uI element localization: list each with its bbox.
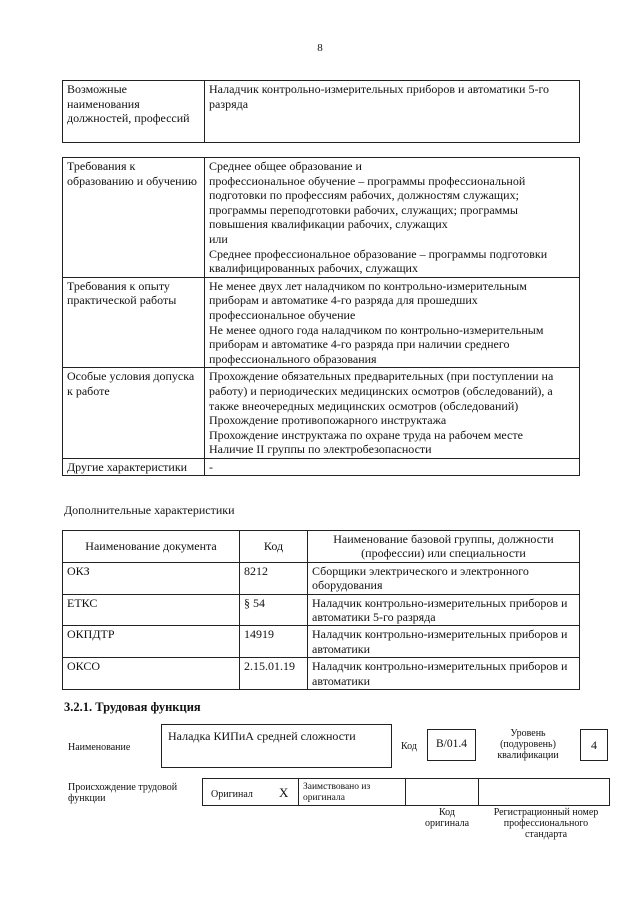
row-doc: ОКПДТР bbox=[63, 626, 240, 658]
additional-title: Дополнительные характеристики bbox=[64, 503, 235, 517]
section-title: 3.2.1. Трудовая функция bbox=[64, 700, 201, 714]
requirements-row-education bbox=[63, 158, 580, 278]
requirement-line: приборам и автоматике 4-го разряда при наличии среднего bbox=[209, 337, 510, 352]
requirement-line: Среднее профессиональное образование – программы подготовки bbox=[209, 246, 548, 261]
row-doc: ОКЗ bbox=[63, 562, 240, 594]
row-doc: ОКСО bbox=[63, 658, 240, 690]
requirement-line: подготовки по профессиям рабочих, должностям служащих; bbox=[209, 188, 519, 203]
requirement-line: или bbox=[209, 231, 228, 246]
requirement-label: Особые условия допуска к работе bbox=[63, 368, 205, 459]
origin-row bbox=[202, 778, 610, 806]
additional-header-row bbox=[63, 531, 580, 563]
row-code: 8212 bbox=[240, 562, 308, 594]
requirement-line: программы переподготовки рабочих, служащих; программы bbox=[209, 202, 518, 217]
job-titles-label: Возможные наименования должностей, профессий bbox=[63, 81, 205, 143]
code-label: Код bbox=[401, 741, 417, 752]
requirement-line: профессиональное обучение – программы профессиональной bbox=[209, 173, 526, 188]
job-titles-row bbox=[63, 81, 580, 143]
table-row bbox=[63, 658, 580, 690]
table-row bbox=[63, 594, 580, 626]
row-doc: ЕТКС bbox=[63, 594, 240, 626]
requirement-line: Прохождение обязательных предварительных (при поступлении на bbox=[209, 369, 554, 384]
requirement-line: Прохождение инструктажа по охране труда на рабочем месте bbox=[209, 427, 523, 442]
requirement-line: Не менее двух лет наладчиком по контрольно-измерительным bbox=[209, 278, 527, 293]
requirement-label: Другие характеристики bbox=[63, 458, 205, 476]
row-code: § 54 bbox=[240, 594, 308, 626]
requirement-line: Не менее одного года наладчиком по контрольно-измерительным bbox=[209, 322, 544, 337]
requirement-value bbox=[205, 458, 580, 476]
code-value: B/01.4 bbox=[436, 738, 467, 750]
origin-label: Происхождение трудовой функции bbox=[68, 782, 178, 804]
requirement-label: Требования к опыту практической работы bbox=[63, 277, 205, 368]
requirement-line: повышения квалификации рабочих, служащих bbox=[209, 217, 448, 232]
requirements-row-experience bbox=[63, 277, 580, 368]
name-label: Наименование bbox=[68, 742, 131, 753]
reg-number-label: Регистрационный номер профессионального стандарта bbox=[493, 807, 599, 840]
level-label: Уровень (подуровень) квалификации bbox=[497, 728, 559, 761]
code-value-box bbox=[427, 729, 476, 761]
requirement-label: Требования к образованию и обучению bbox=[63, 158, 205, 278]
origin-divider bbox=[478, 779, 479, 805]
requirements-row-conditions bbox=[63, 368, 580, 459]
level-value: 4 bbox=[591, 738, 597, 752]
requirement-line: квалифицированных рабочих, служащих bbox=[209, 261, 418, 276]
requirement-line: Среднее общее образование и bbox=[209, 159, 362, 173]
code-original-label: Код оригинала bbox=[424, 807, 470, 829]
requirement-line: работу) и периодических медицинских осмотров (обследований), а bbox=[209, 383, 553, 398]
name-value-box bbox=[161, 724, 392, 768]
requirement-line: приборам и автоматике 4-го разряда для прошедших bbox=[209, 293, 478, 308]
page-number: 8 bbox=[317, 42, 323, 54]
borrowed-label: Заимствовано из оригинала bbox=[303, 782, 371, 803]
original-label: Оригинал bbox=[211, 789, 253, 800]
row-name: Наладчик контрольно-измерительных приборов и автоматики bbox=[308, 658, 580, 690]
requirement-value bbox=[205, 277, 580, 368]
origin-divider bbox=[405, 779, 406, 805]
requirement-line: профессиональное обучение bbox=[209, 307, 356, 322]
row-name: Наладчик контрольно-измерительных приборов и автоматики bbox=[308, 626, 580, 658]
job-titles-table bbox=[62, 80, 580, 143]
row-code: 2.15.01.19 bbox=[240, 658, 308, 690]
name-value: Наладка КИПиА средней сложности bbox=[168, 729, 356, 743]
requirement-value bbox=[205, 158, 580, 278]
origin-divider bbox=[298, 779, 299, 805]
table-row bbox=[63, 626, 580, 658]
header-name: Наименование базовой группы, должности (профессии) или специальности bbox=[308, 531, 580, 563]
requirement-line: профессионального образования bbox=[209, 351, 377, 366]
requirements-table bbox=[62, 157, 580, 476]
job-titles-value: Наладчик контрольно-измерительных приборов и автоматики 5-го разряда bbox=[205, 81, 580, 143]
requirement-line: - bbox=[209, 459, 213, 474]
table-row bbox=[63, 562, 580, 594]
level-value-box bbox=[580, 729, 608, 761]
additional-table bbox=[62, 530, 580, 690]
row-name: Наладчик контрольно-измерительных приборов и автоматики 5-го разряда bbox=[308, 594, 580, 626]
requirement-line: Наличие II группы по электробезопасности bbox=[209, 442, 432, 457]
requirements-row-other bbox=[63, 458, 580, 476]
row-code: 14919 bbox=[240, 626, 308, 658]
original-mark: X bbox=[279, 785, 289, 800]
header-code: Код bbox=[240, 531, 308, 563]
requirement-value bbox=[205, 368, 580, 459]
requirement-line: Прохождение противопожарного инструктажа bbox=[209, 413, 447, 428]
requirement-line: также внеочередных медицинских осмотров (обследований) bbox=[209, 398, 519, 413]
row-name: Сборщики электрического и электронного оборудования bbox=[308, 562, 580, 594]
header-document: Наименование документа bbox=[63, 531, 240, 563]
